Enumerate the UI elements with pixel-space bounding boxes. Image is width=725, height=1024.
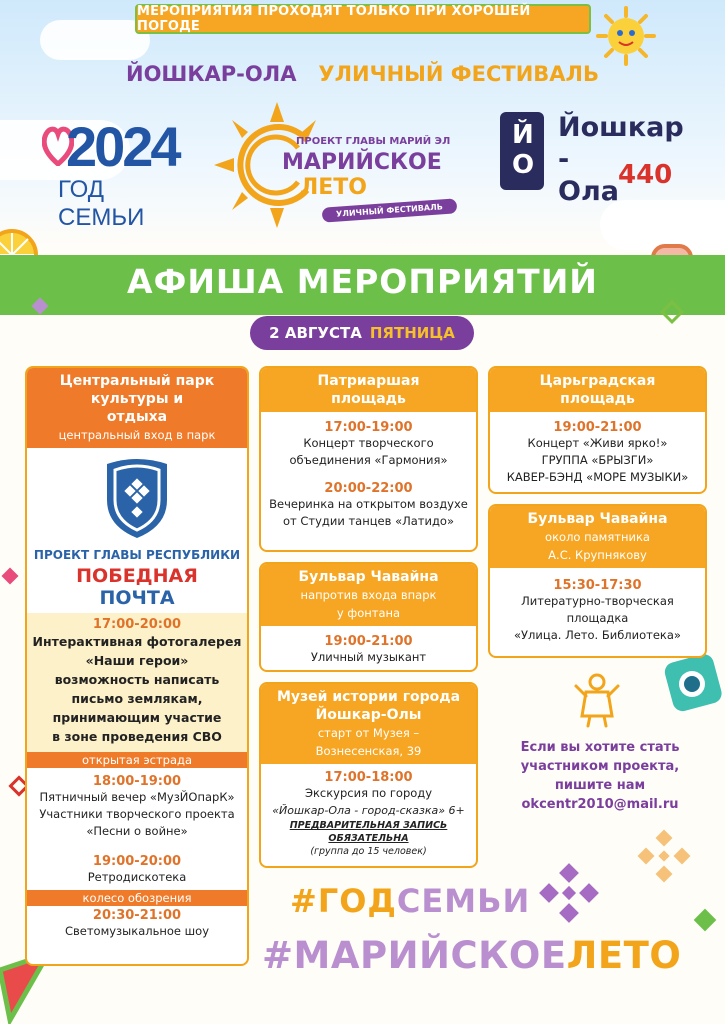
- event-description: [261, 435, 476, 469]
- venue-line: Музей истории города: [276, 689, 461, 705]
- hashtag-part: #МАРИЙСКОЕ: [262, 934, 567, 977]
- patriarch-square-card: [259, 366, 478, 552]
- yo-line-2: Ола: [558, 176, 619, 207]
- contact-email[interactable]: okcentr2010@mail.ru: [521, 797, 679, 812]
- yo-box-text: ЙО: [512, 120, 535, 180]
- diamond-decoration-icon: [690, 905, 720, 935]
- event-time: 17:00-20:00: [92, 617, 182, 632]
- park-entrance: центральный вход в парк: [58, 428, 216, 442]
- venue-sub-line: напротив входа впарк: [300, 588, 437, 602]
- chavayna-monument-header: [490, 506, 705, 568]
- patriarch-header: [261, 368, 476, 412]
- park-venue: Центральный парк культуры и отдыха: [59, 373, 215, 425]
- festival-title: [0, 62, 725, 86]
- festival-name: УЛИЧНЫЙ ФЕСТИВАЛЬ: [318, 62, 599, 86]
- event-description: «Йошкар-Ола - город-сказка» 6+: [272, 804, 465, 817]
- event-time: 19:00-21:00: [324, 634, 413, 649]
- year-number: 2024: [66, 115, 179, 178]
- poster-title: АФИША МЕРОПРИЯТИЙ: [127, 262, 598, 301]
- event-line: письмо землякам,: [71, 691, 203, 706]
- group-size-note: (группа до 15 человек): [310, 846, 427, 857]
- venue-sub-line: около памятника: [545, 530, 650, 544]
- festival-city: ЙОШКАР-ОЛА: [126, 62, 297, 86]
- chavayna-monument-card: [488, 504, 707, 658]
- pobeda-title-2: ПОЧТА: [99, 587, 175, 609]
- camera-icon: [660, 650, 725, 715]
- yo-box: [500, 112, 544, 190]
- chavayna-fountain-card: [259, 562, 478, 672]
- event-line: Концерт творческого: [303, 436, 434, 450]
- event-line: Концерт «Живи ярко!»: [527, 436, 668, 450]
- diamond-decoration-icon: [30, 296, 50, 316]
- event-line: ГРУППА «БРЫЗГИ»: [541, 453, 654, 467]
- leto-pill: УЛИЧНЫЙ ФЕСТИВАЛЬ: [322, 198, 458, 222]
- event-description: Ретродискотека: [87, 870, 187, 884]
- pobeda-title-1: ПОБЕДНАЯ: [76, 565, 198, 587]
- chavayna-header: [261, 564, 476, 626]
- event-date: 2 АВГУСТА: [269, 324, 362, 342]
- event-description: [31, 632, 243, 746]
- event-time: 19:00-21:00: [553, 420, 642, 435]
- year-of-family-logo: [40, 112, 180, 231]
- event-description: [261, 496, 476, 530]
- event-description: Экскурсия по городу: [304, 786, 433, 800]
- yo-line-1: Йошкар -: [558, 112, 684, 175]
- venue-sub-line: А.С. Крупнякову: [548, 548, 647, 562]
- wheel-strip: колесо обозрения: [27, 890, 247, 906]
- event-time: 17:00-19:00: [324, 420, 413, 435]
- event-description: Светомузыкальное шоу: [64, 924, 210, 938]
- diamond-decoration-icon: [660, 300, 684, 324]
- weather-notice: МЕРОПРИЯТИЯ ПРОХОДЯТ ТОЛЬКО ПРИ ХОРОШЕЙ ПОГОДЕ: [135, 4, 591, 34]
- event-line: КАВЕР-БЭНД «МОРЕ МУЗЫКИ»: [506, 470, 689, 484]
- note-line: ПРЕДВАРИТЕЛЬНАЯ ЗАПИСЬ: [289, 820, 448, 831]
- event-line: Литературно-творческая: [521, 594, 674, 608]
- folk-figure-icon: [572, 672, 622, 728]
- event-description: [490, 435, 705, 486]
- yoshkar-ola-440-logo: [500, 112, 700, 207]
- event-line: Вечеринка на открытом воздухе: [269, 497, 468, 511]
- venue-sub-line: старт от Музея –: [317, 726, 420, 740]
- tsargrad-header: [490, 368, 705, 412]
- event-line: принимающим участие: [52, 710, 222, 725]
- event-line: в зоне проведения СВО: [52, 729, 222, 744]
- venue-sub-line: Вознесенская, 39: [315, 744, 422, 758]
- venue-line: Бульвар Чавайна: [527, 511, 668, 527]
- venue-line: площадь: [560, 391, 635, 407]
- event-line: «Наши герои»: [85, 653, 189, 668]
- shield-logo-icon: [102, 456, 172, 540]
- event-time: 17:00-18:00: [324, 770, 413, 785]
- join-invitation: [500, 738, 700, 814]
- photo-gallery-event: [27, 613, 247, 752]
- event-line: возможность написать: [54, 672, 220, 687]
- ornament-icon: [536, 860, 602, 926]
- event-description: Уличный музыкант: [310, 650, 427, 664]
- ornament-icon: [636, 828, 692, 884]
- event-description: [490, 593, 705, 644]
- event-line: от Студии танцев «Латидо»: [282, 514, 454, 528]
- venue-line: Бульвар Чавайна: [298, 569, 439, 585]
- venue-line: площадь: [331, 391, 406, 407]
- event-time: 20:30-21:00: [92, 908, 182, 923]
- join-line: пишите нам: [554, 778, 646, 793]
- yo-anniversary: 440: [618, 160, 673, 190]
- venue-sub-line: у фонтана: [336, 606, 401, 620]
- date-badge: [250, 316, 474, 350]
- museum-header: [261, 684, 476, 764]
- registration-note: [261, 819, 476, 845]
- hashtag-part: #ГОД: [290, 882, 397, 920]
- hashtag-mariyskoe-leto: [262, 934, 681, 977]
- hashtag-part: ЛЕТО: [566, 934, 682, 977]
- event-line: Пятничный вечер «МузЙОпарК»: [39, 790, 235, 804]
- note-line: ОБЯЗАТЕЛЬНА: [328, 833, 409, 844]
- park-card-header: [27, 368, 247, 448]
- diamond-decoration-icon: [0, 566, 20, 586]
- museum-card: [259, 682, 478, 868]
- park-card: [25, 366, 249, 966]
- event-line: площадка: [566, 611, 629, 625]
- event-time: 19:00-20:00: [92, 854, 182, 869]
- leto-project-caption: ПРОЕКТ ГЛАВЫ МАРИЙ ЭЛ: [296, 136, 451, 147]
- event-line: Интерактивная фотогалерея: [32, 634, 242, 649]
- hashtag-part: СЕМЬИ: [396, 882, 531, 920]
- join-line: участником проекта,: [520, 759, 680, 774]
- hashtag-year-of-family: [290, 882, 530, 920]
- venue-line: Йошкар-Олы: [315, 707, 422, 723]
- sun-mascot-icon: [596, 6, 656, 66]
- event-line: Участники творческого проекта: [39, 807, 235, 821]
- leto-line-1: МАРИЙСКОЕ: [282, 150, 442, 175]
- venue-line: Патриаршая: [317, 373, 420, 389]
- mariyskoe-leto-logo: [212, 100, 472, 240]
- join-line: Если вы хотите стать: [520, 740, 680, 755]
- pobeda-project-caption: ПРОЕКТ ГЛАВЫ РЕСПУБЛИКИ: [33, 548, 241, 562]
- venue-line: Царьградская: [539, 373, 656, 389]
- event-line: «Улица. Лето. Библиотека»: [514, 628, 681, 642]
- event-time: 18:00-19:00: [92, 774, 182, 789]
- year-caption: ГОД СЕМЬИ: [58, 176, 145, 231]
- event-line: объединения «Гармония»: [289, 453, 448, 467]
- leto-line-2: ЛЕТО: [300, 175, 368, 200]
- event-description: [27, 789, 247, 840]
- tsargrad-square-card: [488, 366, 707, 494]
- cloud-decoration: [40, 20, 150, 60]
- event-time: 15:30-17:30: [553, 578, 642, 593]
- stage-strip: открытая эстрада: [27, 752, 247, 768]
- leto-name: [282, 150, 442, 200]
- event-weekday: ПЯТНИЦА: [369, 324, 455, 342]
- event-line: «Песни о войне»: [86, 824, 188, 838]
- event-time: 20:00-22:00: [324, 481, 413, 496]
